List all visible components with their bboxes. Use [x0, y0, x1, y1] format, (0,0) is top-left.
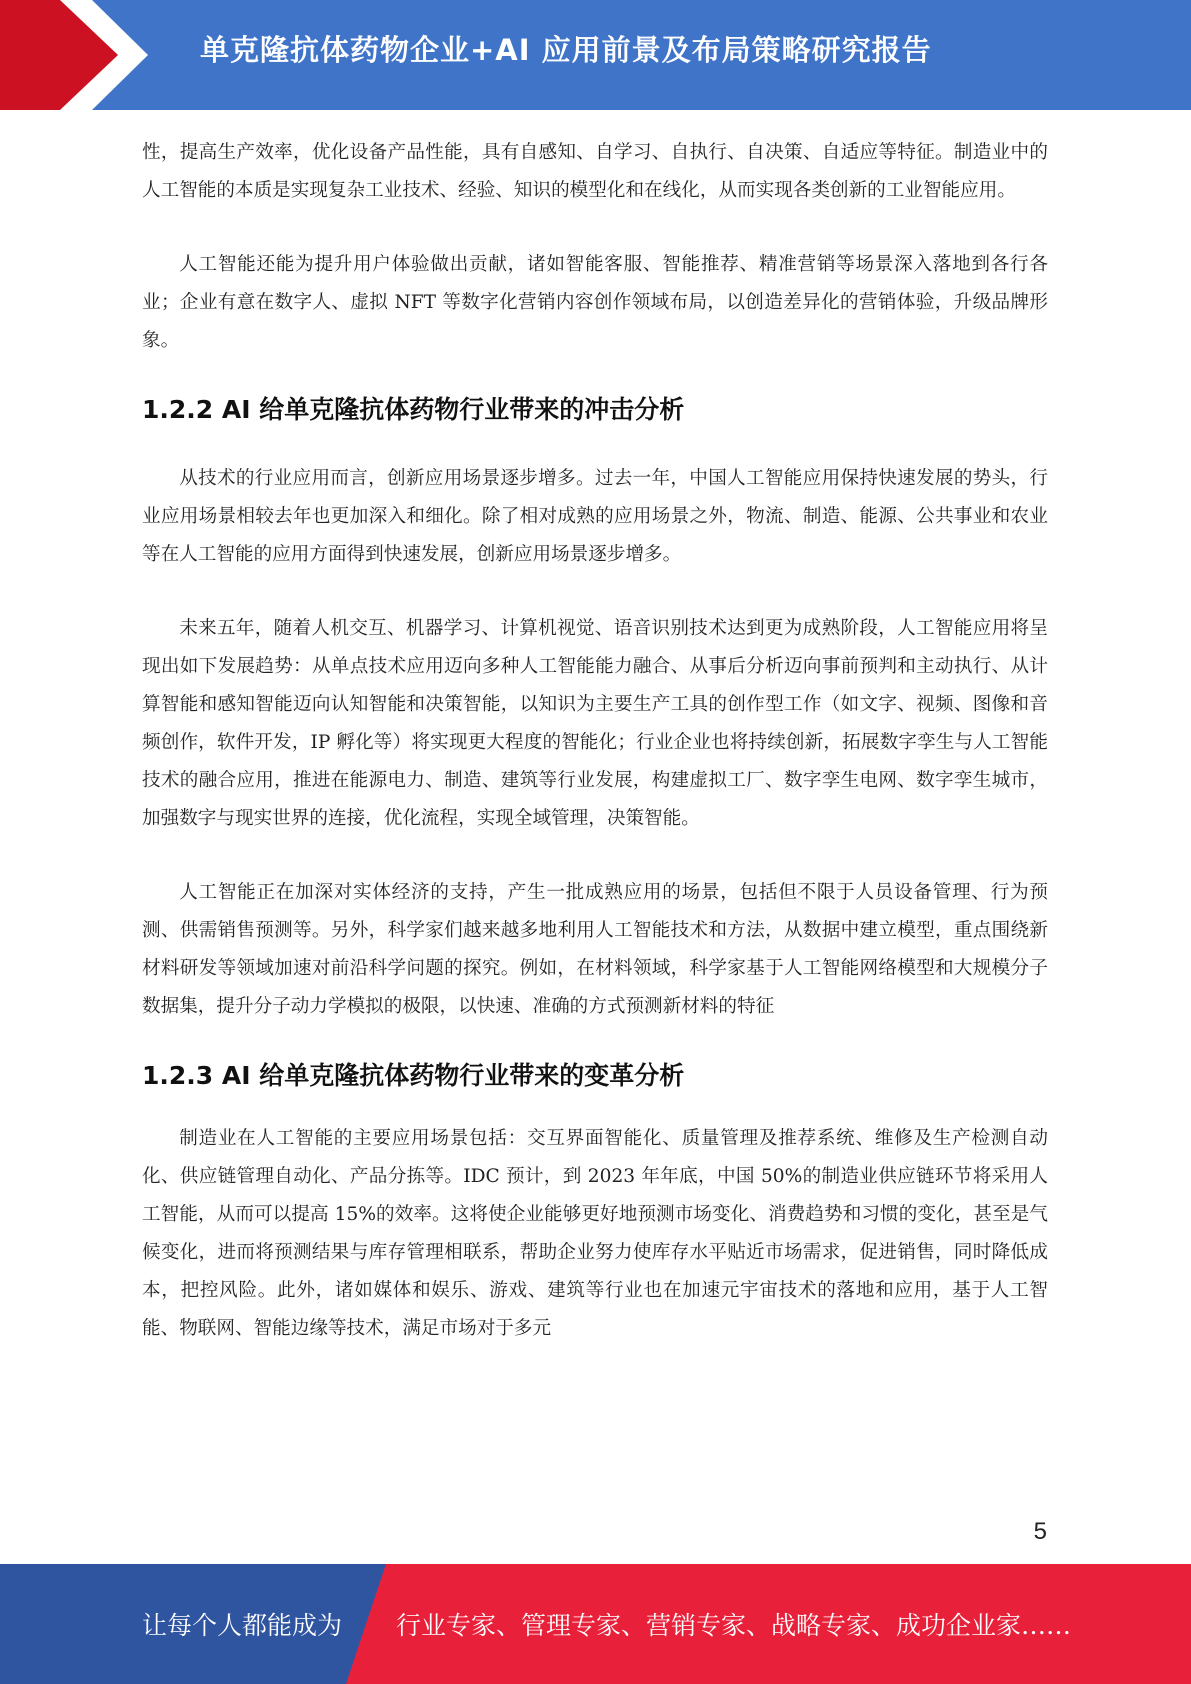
paragraph: 人工智能正在加深对实体经济的支持，产生一批成熟应用的场景，包括但不限于人员设备管理、行为预测、供需销售预测等。另外，科学家们越来越多地利用人工智能技术和方法，从数据中建立模型，重点围绕新材料研发等领域加速对前沿科学问题的探究。例如，在材料领域，科学家基于人工智能网络模型和大规模分子数据集，提升分子动力学模拟的极限，以快速、准确的方式预测新材料的特征	[142, 882, 1048, 1017]
report-title: 单克隆抗体药物企业+AI 应用前景及布局策略研究报告	[200, 33, 932, 67]
paragraph: 人工智能还能为提升用户体验做出贡献，诸如智能客服、智能推荐、精准营销等场景深入落地到各行各业；企业有意在数字人、虚拟 NFT 等数字化营销内容创作领域布局，以创造差异化的营销体验，升级品牌形象。	[142, 254, 1048, 351]
page-content	[142, 134, 1048, 1348]
paragraph: 性，提高生产效率，优化设备产品性能，具有自感知、自学习、自执行、自决策、自适应等特征。制造业中的人工智能的本质是实现复杂工业技术、经验、知识的模型化和在线化，从而实现各类创新的工业智能应用。	[142, 142, 1048, 201]
page-header	[0, 0, 1191, 110]
header-chevron-icon	[0, 0, 160, 110]
paragraph: 从技术的行业应用而言，创新应用场景逐步增多。过去一年，中国人工智能应用保持快速发展的势头，行业应用场景相较去年也更加深入和细化。除了相对成熟的应用场景之外，物流、制造、能源、公共事业和农业等在人工智能的应用方面得到快速发展，创新应用场景逐步增多。	[142, 468, 1048, 565]
paragraph: 制造业在人工智能的主要应用场景包括：交互界面智能化、质量管理及推荐系统、维修及生产检测自动化、供应链管理自动化、产品分拣等。IDC 预计，到 2023 年年底，中国 50%的制造业供应链环节将采用人工智能，从而可以提高 15%的效率。这将使企业能够更好地预测市场变化、消费趋势和习惯的变化，甚至是气候变化，进而将预测结果与库存管理相联系，帮助企业努力使库存水平贴近市场需求，促进销售，同时降低成本，把控风险。此外，诸如媒体和娱乐、游戏、建筑等行业也在加速元宇宙技术的落地和应用，基于人工智能、物联网、智能边缘等技术，满足市场对于多元	[142, 1128, 1048, 1339]
paragraph: 未来五年，随着人机交互、机器学习、计算机视觉、语音识别技术达到更为成熟阶段，人工智能应用将呈现出如下发展趋势：从单点技术应用迈向多种人工智能能力融合、从事后分析迈向事前预判和主动执行、从计算智能和感知智能迈向认知智能和决策智能，以知识为主要生产工具的创作型工作（如文字、视频、图像和音频创作，软件开发，IP 孵化等）将实现更大程度的智能化；行业企业也将持续创新，拓展数字孪生与人工智能技术的融合应用，推进在能源电力、制造、建筑等行业发展，构建虚拟工厂、数字孪生电网、数字孪生城市，加强数字与现实世界的连接，优化流程，实现全域管理，决策智能。	[142, 618, 1048, 829]
footer-slogan-right: 行业专家、管理专家、营销专家、战略专家、成功企业家……	[396, 1611, 1072, 1640]
page-footer	[0, 1564, 1191, 1684]
section-heading: 1.2.3 AI 给单克隆抗体药物行业带来的变革分析	[142, 1061, 685, 1090]
section-heading: 1.2.2 AI 给单克隆抗体药物行业带来的冲击分析	[142, 395, 685, 424]
page-number: 5	[1033, 1518, 1047, 1545]
footer-slogan-left: 让每个人都能成为	[142, 1611, 343, 1640]
